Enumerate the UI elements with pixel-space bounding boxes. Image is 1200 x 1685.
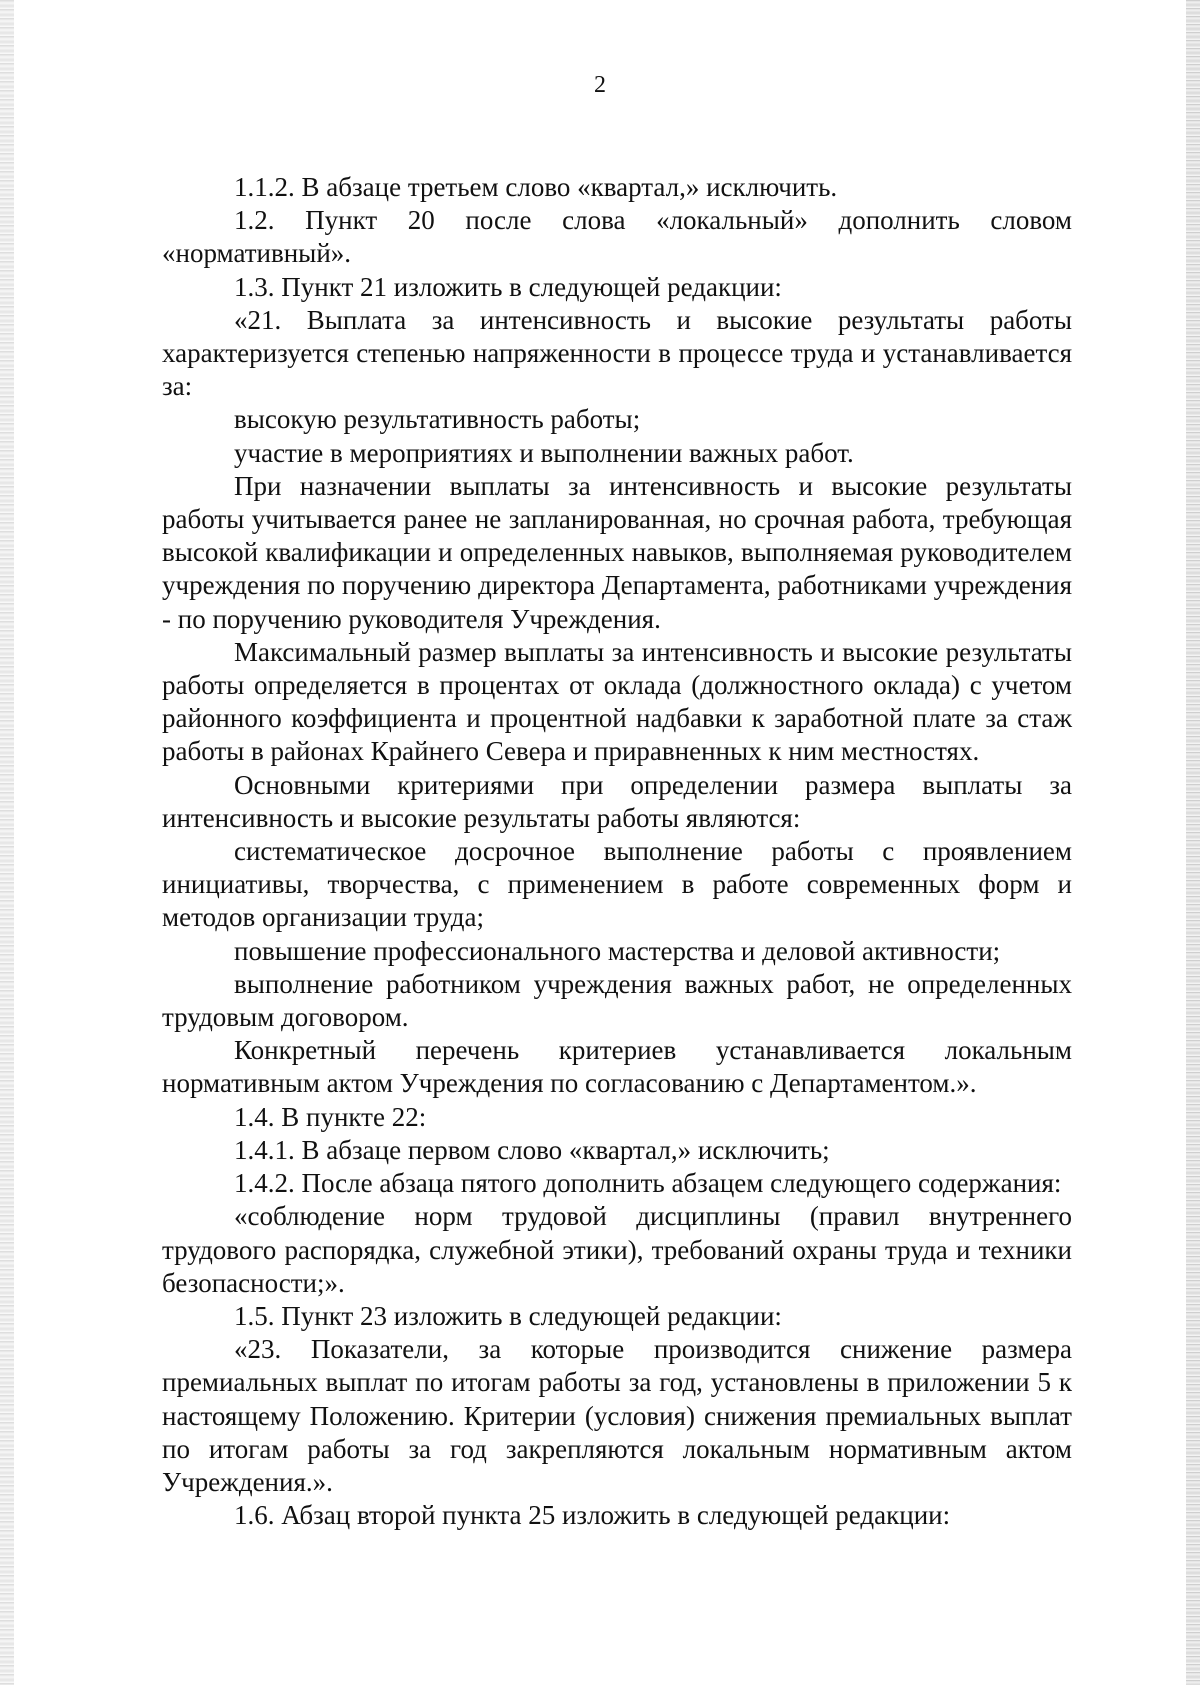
paragraph: 1.2. Пункт 20 после слова «локальный» дополнить словом «нормативный».: [162, 205, 1072, 269]
paragraph: выполнение работником учреждения важных работ, не определенных трудовым договором.: [162, 968, 1072, 1033]
paragraph: 1.6. Абзац второй пункта 25 изложить в следующей редакции:: [234, 1500, 951, 1531]
paragraph: «соблюдение норм трудовой дисциплины (правил внутреннего трудового распорядка, служебной этики), требований охраны труда и техники безопасности;».: [162, 1201, 1072, 1298]
paragraph: «21. Выплата за интенсивность и высокие результаты работы характеризуется степенью напряженности в процессе труда и устанавливается за:: [162, 304, 1072, 402]
paragraph: 1.4. В пункте 22:: [234, 1101, 427, 1132]
paragraph: 1.3. Пункт 21 изложить в следующей редакции:: [234, 271, 782, 302]
paragraph: участие в мероприятиях и выполнении важных работ.: [234, 437, 854, 468]
paragraph: Конкретный перечень критериев устанавливается локальным нормативным актом Учреждения по согласованию с Департаментом.».: [162, 1035, 1072, 1099]
paragraph: повышение профессионального мастерства и деловой активности;: [234, 935, 1001, 966]
paragraph: Основными критериями при определении размера выплаты за интенсивность и высокие результаты работы являются:: [162, 769, 1072, 833]
paragraph: Максимальный размер выплаты за интенсивность и высокие результаты работы определяется в процентах от оклада (должностного оклада) с учетом районного коэффициента и процентной надбавки к заработной плате за стаж работы в районах Крайнего Севера и приравненных к ним местностях.: [162, 636, 1072, 767]
paragraph: 1.4.2. После абзаца пятого дополнить абзацем следующего содержания:: [234, 1168, 1062, 1199]
paragraph: высокую результативность работы;: [234, 404, 641, 435]
paragraph: 1.5. Пункт 23 изложить в следующей редакции:: [234, 1300, 782, 1331]
page-number: 2: [594, 72, 606, 98]
paragraph: «23. Показатели, за которые производится снижение размера премиальных выплат по итогам работы за год, установлены в приложении 5 к настоящему Положению. Критерии (условия) снижения премиальных выплат по итогам работы за год закрепляются локальным нормативным актом Учреждения.».: [162, 1334, 1072, 1497]
scan-edge-right: [1186, 0, 1200, 1685]
paragraph: 1.4.1. В абзаце первом слово «квартал,» исключить;: [234, 1134, 830, 1165]
scan-edge-left: [0, 0, 14, 1685]
document-body: [162, 171, 1072, 1532]
paragraph: 1.1.2. В абзаце третьем слово «квартал,» исключить.: [234, 172, 838, 202]
paragraph: При назначении выплаты за интенсивность и высокие результаты работы учитывается ранее не запланированная, но срочная работа, требующая высокой квалификации и определенных навыков, выполняемая руководителем учреждения по поручению директора Департамента, работниками учреждения - по поручению руководителя Учреждения.: [162, 470, 1072, 634]
paragraph: систематическое досрочное выполнение работы с проявлением инициативы, творчества, с применением в работе современных форм и методов организации труда;: [162, 836, 1072, 933]
